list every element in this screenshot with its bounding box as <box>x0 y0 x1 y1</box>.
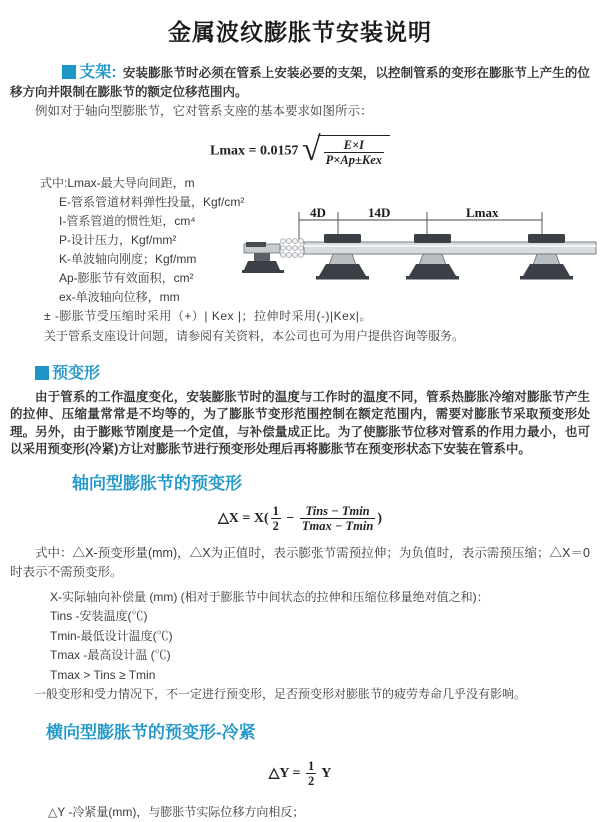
support-section-label: 支架: <box>79 64 117 81</box>
lmax-formula-lhs: Lmax = 0.0157 <box>210 143 299 159</box>
half-numerator: 1 <box>272 503 279 518</box>
section-bullet-icon <box>62 65 76 79</box>
support-example-line: 例如对于轴向型膨胀节，它对管系支座的基本要求如图所示： <box>35 104 373 118</box>
pipe-support <box>520 234 573 280</box>
support-note: 关于管系支座设计问题，请参阅有关资料，本公司也可为用户提供咨询等服务。 <box>44 328 465 343</box>
lateral-note: △Y -冷紧量(mm)，与膨胀节实际位移方向相反； <box>48 804 305 819</box>
temp-numerator: Tins − Tmin <box>305 503 370 518</box>
pipe-support <box>406 234 459 280</box>
dimension-label-4d: 4D <box>310 205 326 220</box>
lateral-predeform-heading: 横向型膨胀节的预变形-冷紧 <box>46 723 256 742</box>
lmax-formula-fraction <box>322 138 386 168</box>
temp-denominator: Tmax − Tmin <box>301 519 374 534</box>
half-denominator: 2 <box>307 774 315 789</box>
axial-item: X-实际轴向补偿量 (mm) (相对于膨胀节中间状态的拉伸和压缩位移量绝对值之和)： <box>50 589 489 604</box>
dimension-label-14d: 14D <box>368 205 391 220</box>
pipe-support <box>316 234 369 280</box>
axial-formula-minus: − <box>286 510 295 526</box>
axial-item: Tmax -最高设计温 (℃) <box>50 648 171 662</box>
lmax-formula <box>10 131 590 168</box>
sqrt-sign-glyph: √ <box>301 131 321 168</box>
lateral-formula-rhs: Y <box>321 766 332 782</box>
bellows-icon <box>281 238 304 257</box>
predeform-paragraph: 由于管系的工作温度变化，安装膨胀节时的温度与工作时的温度不同，管系热膨胀冷缩对膨胀节产生的拉伸、压缩量常常是不均等的，为了膨胀节变形范围控制在额定范围内，需要对膨胀节采取预变形处理。另外，由于膨账节刚度是一个定值，与补偿量成正比。为了使膨胀节位移对管系的作用力最小，也可以采用预变形(冷紧)方让对膨胀节进行预变形处理后再将膨胀节在预变形状态下安装在管系中。 <box>10 389 590 457</box>
axial-formula-half <box>269 504 283 534</box>
definition-line: K-单波轴向刚度；Kgf/mm <box>59 251 197 266</box>
axial-explain-paragraph: 式中：△X-预变形量(mm)，△X为正值时，表示膨张节需预拉伸；为负值时，表示需预压缩；△X＝0时表示不需预变形。 <box>10 545 590 579</box>
lateral-formula-lhs: △Y = <box>268 766 301 782</box>
definitions-and-diagram <box>10 174 590 346</box>
anchor-flange <box>246 242 266 247</box>
anchor-base-plate <box>242 270 284 273</box>
axial-item-condition: Tmax > Tins ≥ Tmin <box>50 667 156 682</box>
pipe <box>304 242 596 254</box>
axial-formula-temp-fraction <box>298 504 377 534</box>
support-intro-paragraph <box>10 63 590 102</box>
dimension-label-lmax: Lmax <box>466 205 499 220</box>
anchor-base <box>244 261 280 270</box>
lateral-formula <box>10 759 590 789</box>
axial-formula-lhs: △X = X( <box>217 510 269 526</box>
section-bullet-icon <box>35 366 49 380</box>
axial-formula-close: ) <box>377 510 382 526</box>
page-title: 金属波纹膨胀节安装说明 <box>168 19 432 45</box>
sqrt-radical <box>301 131 390 168</box>
anchor-post <box>254 253 270 261</box>
support-intro-text: 安装膨胀节时必须在管系上安装必要的支架，以控制管系的变形在膨胀节上产生的位移方向并限制在膨胀节的额定位移范围内。 <box>10 66 590 99</box>
lateral-formula-half <box>304 759 318 789</box>
lmax-formula-numerator: E×I <box>343 138 364 152</box>
axial-note: 一般变形和受力情况下，不一定进行预变形，足否预变形对膨胀节的疲劳寿命几乎没有影响。 <box>34 687 527 701</box>
definition-line: 式中:Lmax-最大导向间距，m <box>40 175 195 190</box>
axial-formula <box>10 504 590 534</box>
lmax-formula-denominator: P×Ap±Kex <box>325 153 382 168</box>
pipe-support-diagram <box>242 206 600 308</box>
definition-line: E-管系管道材料弹性投量，Kgf/cm² <box>59 194 245 209</box>
definition-line: Ap-膨胀节有效面积，cm² <box>59 270 194 285</box>
definition-line: ex-单波轴向位移，mm <box>59 289 180 304</box>
axial-predeform-heading: 轴向型膨胀节的预变形 <box>72 473 242 493</box>
axial-item: Tmin-最低设计温度(℃) <box>50 628 173 643</box>
predeform-section-label: 预变形 <box>52 364 101 382</box>
predeform-section-header <box>35 360 590 383</box>
half-numerator: 1 <box>307 759 315 773</box>
axial-item: Tins -安装温度(℃) <box>50 609 148 623</box>
definition-line: P-设计压力，Kgf/mm² <box>59 232 177 247</box>
definition-line-plus-minus: ± -膨胀节受压缩时采用（+）| Kex |；拉伸时采用(-)|Kex|。 <box>44 308 372 323</box>
half-denominator: 2 <box>272 519 279 534</box>
definition-line: I-管系管道的惯性矩，cm⁴ <box>59 213 196 228</box>
